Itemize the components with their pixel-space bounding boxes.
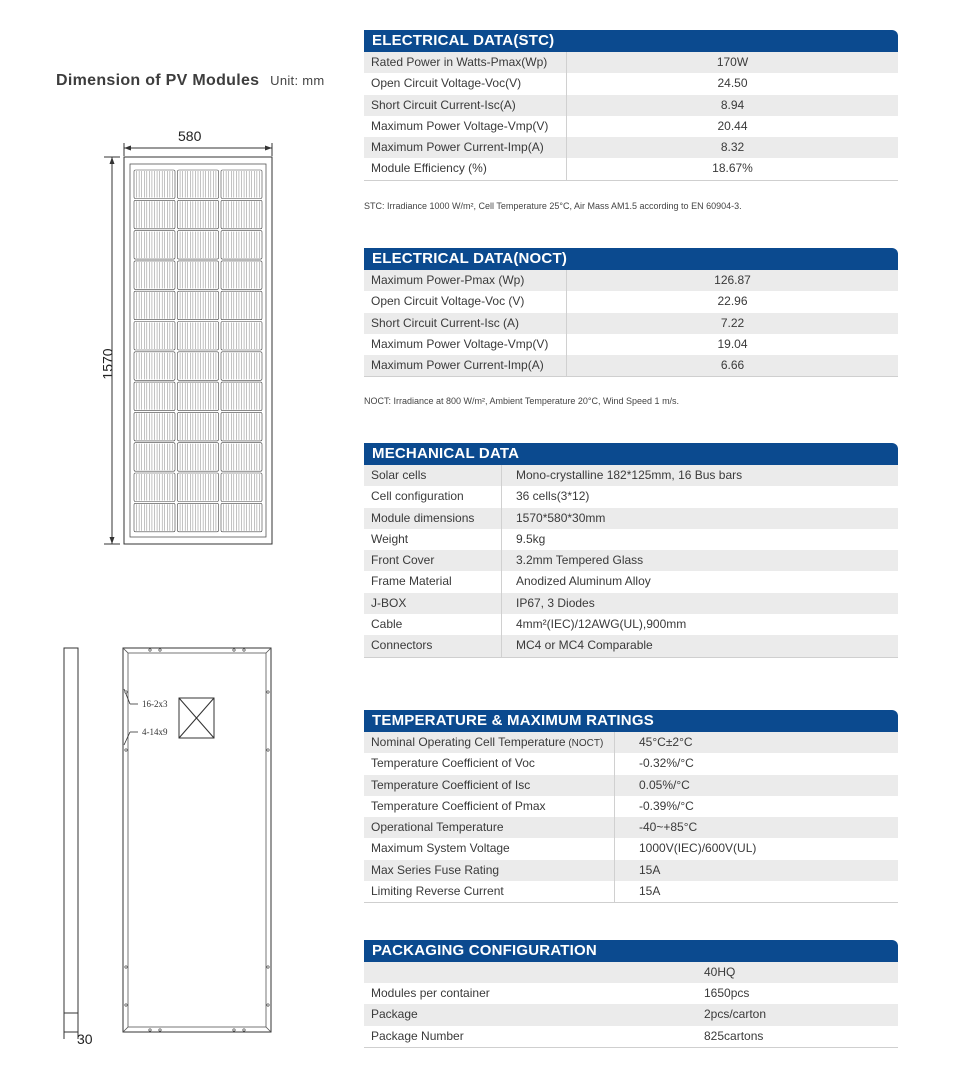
mechanical-label-text: J-BOX — [371, 595, 407, 610]
stc-label-text: Open Circuit Voltage-Voc(V) — [371, 76, 522, 91]
noct-section — [364, 248, 898, 377]
mechanical-row-label — [364, 593, 502, 614]
noct-row-value: 6.66 — [720, 358, 745, 373]
noct-row — [364, 313, 898, 334]
temperature-row — [364, 838, 898, 859]
mechanical-label-text: Solar cells — [371, 468, 427, 482]
temperature-row-value: -0.39%/°C — [639, 798, 694, 813]
temperature-row-label — [364, 838, 615, 859]
noct-row — [364, 291, 898, 312]
stc-row — [364, 73, 898, 94]
mechanical-row-label — [364, 635, 502, 656]
mechanical-label-text: Cable — [371, 617, 403, 632]
temperature-row — [364, 796, 898, 817]
mechanical-label-text: Cell configuration — [371, 489, 464, 504]
packaging-row-value: 1650pcs — [704, 986, 750, 1000]
stc-label-text: Maximum Power Current-Imp(A) — [371, 140, 544, 155]
mechanical-row-value: 4mm²(IEC)/12AWG(UL),900mm — [516, 617, 687, 632]
temperature-row-value: -40~+85°C — [639, 820, 698, 835]
mechanical-row — [364, 593, 898, 614]
mechanical-title: MECHANICAL DATA — [364, 443, 898, 465]
temperature-row-label — [364, 753, 615, 774]
mechanical-row-label — [364, 529, 502, 550]
packaging-row — [364, 1026, 898, 1048]
noct-row-value: 19.04 — [717, 336, 748, 351]
noct-row-label — [364, 334, 567, 355]
temperature-label-text: Temperature Coefficient of Voc — [371, 756, 535, 771]
mechanical-label-text: Weight — [371, 531, 409, 546]
temperature-row-label — [364, 775, 615, 796]
height-label: 1570 — [99, 348, 116, 380]
stc-label-text: Short Circuit Current-Isc(A) — [371, 97, 516, 112]
mechanical-row-value: Anodized Aluminum Alloy — [516, 574, 651, 589]
temperature-row-label — [364, 881, 615, 902]
temperature-row — [364, 817, 898, 838]
mechanical-row — [364, 635, 898, 657]
mechanical-row — [364, 508, 898, 529]
mechanical-label-text: Front Cover — [371, 553, 435, 568]
hole-label-1: 16-2x3 — [142, 699, 168, 709]
stc-row-value: 8.32 — [720, 140, 745, 155]
temperature-row — [364, 753, 898, 774]
mechanical-row-value: Mono-crystalline 182*125mm, 16 Bus bars — [516, 468, 743, 482]
mechanical-row-label — [364, 508, 502, 529]
temperature-row-label — [364, 860, 615, 881]
stc-label-text: Rated Power in Watts-Pmax(Wp) — [371, 55, 548, 69]
stc-row-value: 8.94 — [720, 97, 745, 112]
dimension-title-text: Dimension of PV Modules — [56, 72, 260, 89]
stc-row-label — [364, 52, 567, 73]
noct-row-label — [364, 270, 567, 291]
packaging-row-label — [364, 1004, 704, 1025]
dimension-title — [56, 72, 325, 90]
temperature-label-text: Maximum System Voltage — [371, 841, 510, 856]
temperature-row — [364, 860, 898, 881]
stc-label-text: Maximum Power Voltage-Vmp(V) — [371, 118, 549, 133]
noct-title: ELECTRICAL DATA(NOCT) — [364, 248, 898, 270]
mechanical-row — [364, 529, 898, 550]
packaging-label-text: Modules per container — [371, 986, 490, 1000]
packaging-row — [364, 1004, 898, 1025]
mechanical-row — [364, 571, 898, 592]
noct-label-text: Maximum Power-Pmax (Wp) — [371, 273, 525, 287]
noct-row-label — [364, 291, 567, 312]
mechanical-row-value: 3.2mm Tempered Glass — [516, 553, 644, 568]
mechanical-row-value: 1570*580*30mm — [516, 510, 606, 525]
mechanical-label-text: Module dimensions — [371, 510, 475, 525]
temperature-row-value: 15A — [639, 884, 661, 899]
temperature-row-value: 45°C±2°C — [639, 735, 693, 749]
stc-row — [364, 158, 898, 180]
stc-row-value: 170W — [716, 55, 749, 69]
stc-row — [364, 137, 898, 158]
dimension-unit: Unit: mm — [270, 73, 325, 88]
mechanical-row-label — [364, 571, 502, 592]
temperature-section — [364, 710, 898, 903]
noct-label-text: Open Circuit Voltage-Voc (V) — [371, 294, 525, 309]
mechanical-row-value: IP67, 3 Diodes — [516, 595, 595, 610]
packaging-row-value: 2pcs/carton — [704, 1007, 767, 1022]
front-view-drawing — [100, 140, 280, 550]
stc-row-value: 18.67% — [712, 161, 753, 176]
packaging-row — [364, 983, 898, 1004]
temperature-row — [364, 881, 898, 903]
mechanical-row — [364, 465, 898, 486]
mechanical-row-value: 36 cells(3*12) — [516, 489, 590, 504]
mechanical-label-text: Connectors — [371, 638, 433, 653]
packaging-label-text: Package — [371, 1007, 418, 1022]
temperature-row — [364, 732, 898, 753]
stc-row — [364, 52, 898, 73]
temperature-row-value: 15A — [639, 862, 661, 877]
temperature-label-text: Operational Temperature — [371, 820, 504, 835]
stc-row-label — [364, 95, 567, 116]
stc-row-value: 20.44 — [717, 118, 748, 133]
stc-label-text: Module Efficiency (%) — [371, 161, 487, 176]
noct-row — [364, 355, 898, 377]
temperature-row-value: -0.32%/°C — [639, 756, 694, 771]
mechanical-row-label — [364, 465, 502, 486]
stc-section — [364, 30, 898, 181]
packaging-row-value: 825cartons — [704, 1028, 764, 1043]
temperature-label-text: Temperature Coefficient of Pmax — [371, 798, 546, 813]
packaging-row-label — [364, 1026, 704, 1047]
mechanical-row — [364, 486, 898, 507]
packaging-row-label — [364, 983, 704, 1004]
mechanical-row — [364, 550, 898, 571]
stc-row — [364, 116, 898, 137]
mechanical-row-label — [364, 550, 502, 571]
noct-label-text: Maximum Power Voltage-Vmp(V) — [371, 336, 549, 351]
packaging-header-value: 40HQ — [704, 965, 736, 979]
stc-note: STC: Irradiance 1000 W/m², Cell Temperature 25°C, Air Mass AM1.5 according to EN 60904-3. — [364, 201, 742, 211]
noct-row — [364, 334, 898, 355]
temperature-row-value: 1000V(IEC)/600V(UL) — [639, 841, 757, 856]
mechanical-row-value: 9.5kg — [516, 531, 546, 546]
temperature-label-text: Limiting Reverse Current — [371, 884, 504, 899]
stc-row-label — [364, 73, 567, 94]
noct-note: NOCT: Irradiance at 800 W/m², Ambient Temperature 20°C, Wind Speed 1 m/s. — [364, 396, 680, 406]
temperature-title: TEMPERATURE & MAXIMUM RATINGS — [364, 710, 898, 732]
noct-row-value: 126.87 — [714, 273, 751, 287]
width-label: 580 — [178, 128, 202, 144]
noct-row-label — [364, 355, 567, 376]
packaging-title: PACKAGING CONFIGURATION — [364, 940, 898, 962]
temperature-label-text: Max Series Fuse Rating — [371, 862, 500, 877]
mechanical-label-text: Frame Material — [371, 574, 452, 589]
noct-row-label — [364, 313, 567, 334]
packaging-header-row — [364, 962, 898, 983]
thickness-label: 30 — [77, 1031, 93, 1047]
stc-row-label — [364, 137, 567, 158]
stc-row-label — [364, 158, 567, 179]
mechanical-row — [364, 614, 898, 635]
packaging-label-text: Package Number — [371, 1028, 464, 1043]
stc-title: ELECTRICAL DATA(STC) — [364, 30, 898, 52]
hole-label-2: 4-14x9 — [142, 727, 168, 737]
temperature-label-suffix: (NOCT) — [568, 738, 604, 749]
noct-row — [364, 270, 898, 291]
mechanical-row-label — [364, 614, 502, 635]
mechanical-section — [364, 443, 898, 658]
stc-row — [364, 95, 898, 116]
temperature-row-label — [364, 796, 615, 817]
noct-row-value: 7.22 — [720, 315, 745, 330]
temperature-row-value: 0.05%/°C — [639, 777, 690, 792]
temperature-row — [364, 775, 898, 796]
mechanical-row-value: MC4 or MC4 Comparable — [516, 638, 653, 653]
noct-label-text: Maximum Power Current-Imp(A) — [371, 358, 544, 373]
noct-label-text: Short Circuit Current-Isc (A) — [371, 315, 520, 330]
packaging-section — [364, 940, 898, 1048]
noct-row-value: 22.96 — [717, 294, 748, 309]
temperature-label-text: Nominal Operating Cell Temperature — [371, 735, 566, 749]
temperature-row-label — [364, 732, 615, 753]
temperature-label-text: Temperature Coefficient of Isc — [371, 777, 531, 792]
temperature-row-label — [364, 817, 615, 838]
mechanical-row-label — [364, 486, 502, 507]
stc-row-label — [364, 116, 567, 137]
stc-row-value: 24.50 — [717, 76, 748, 91]
